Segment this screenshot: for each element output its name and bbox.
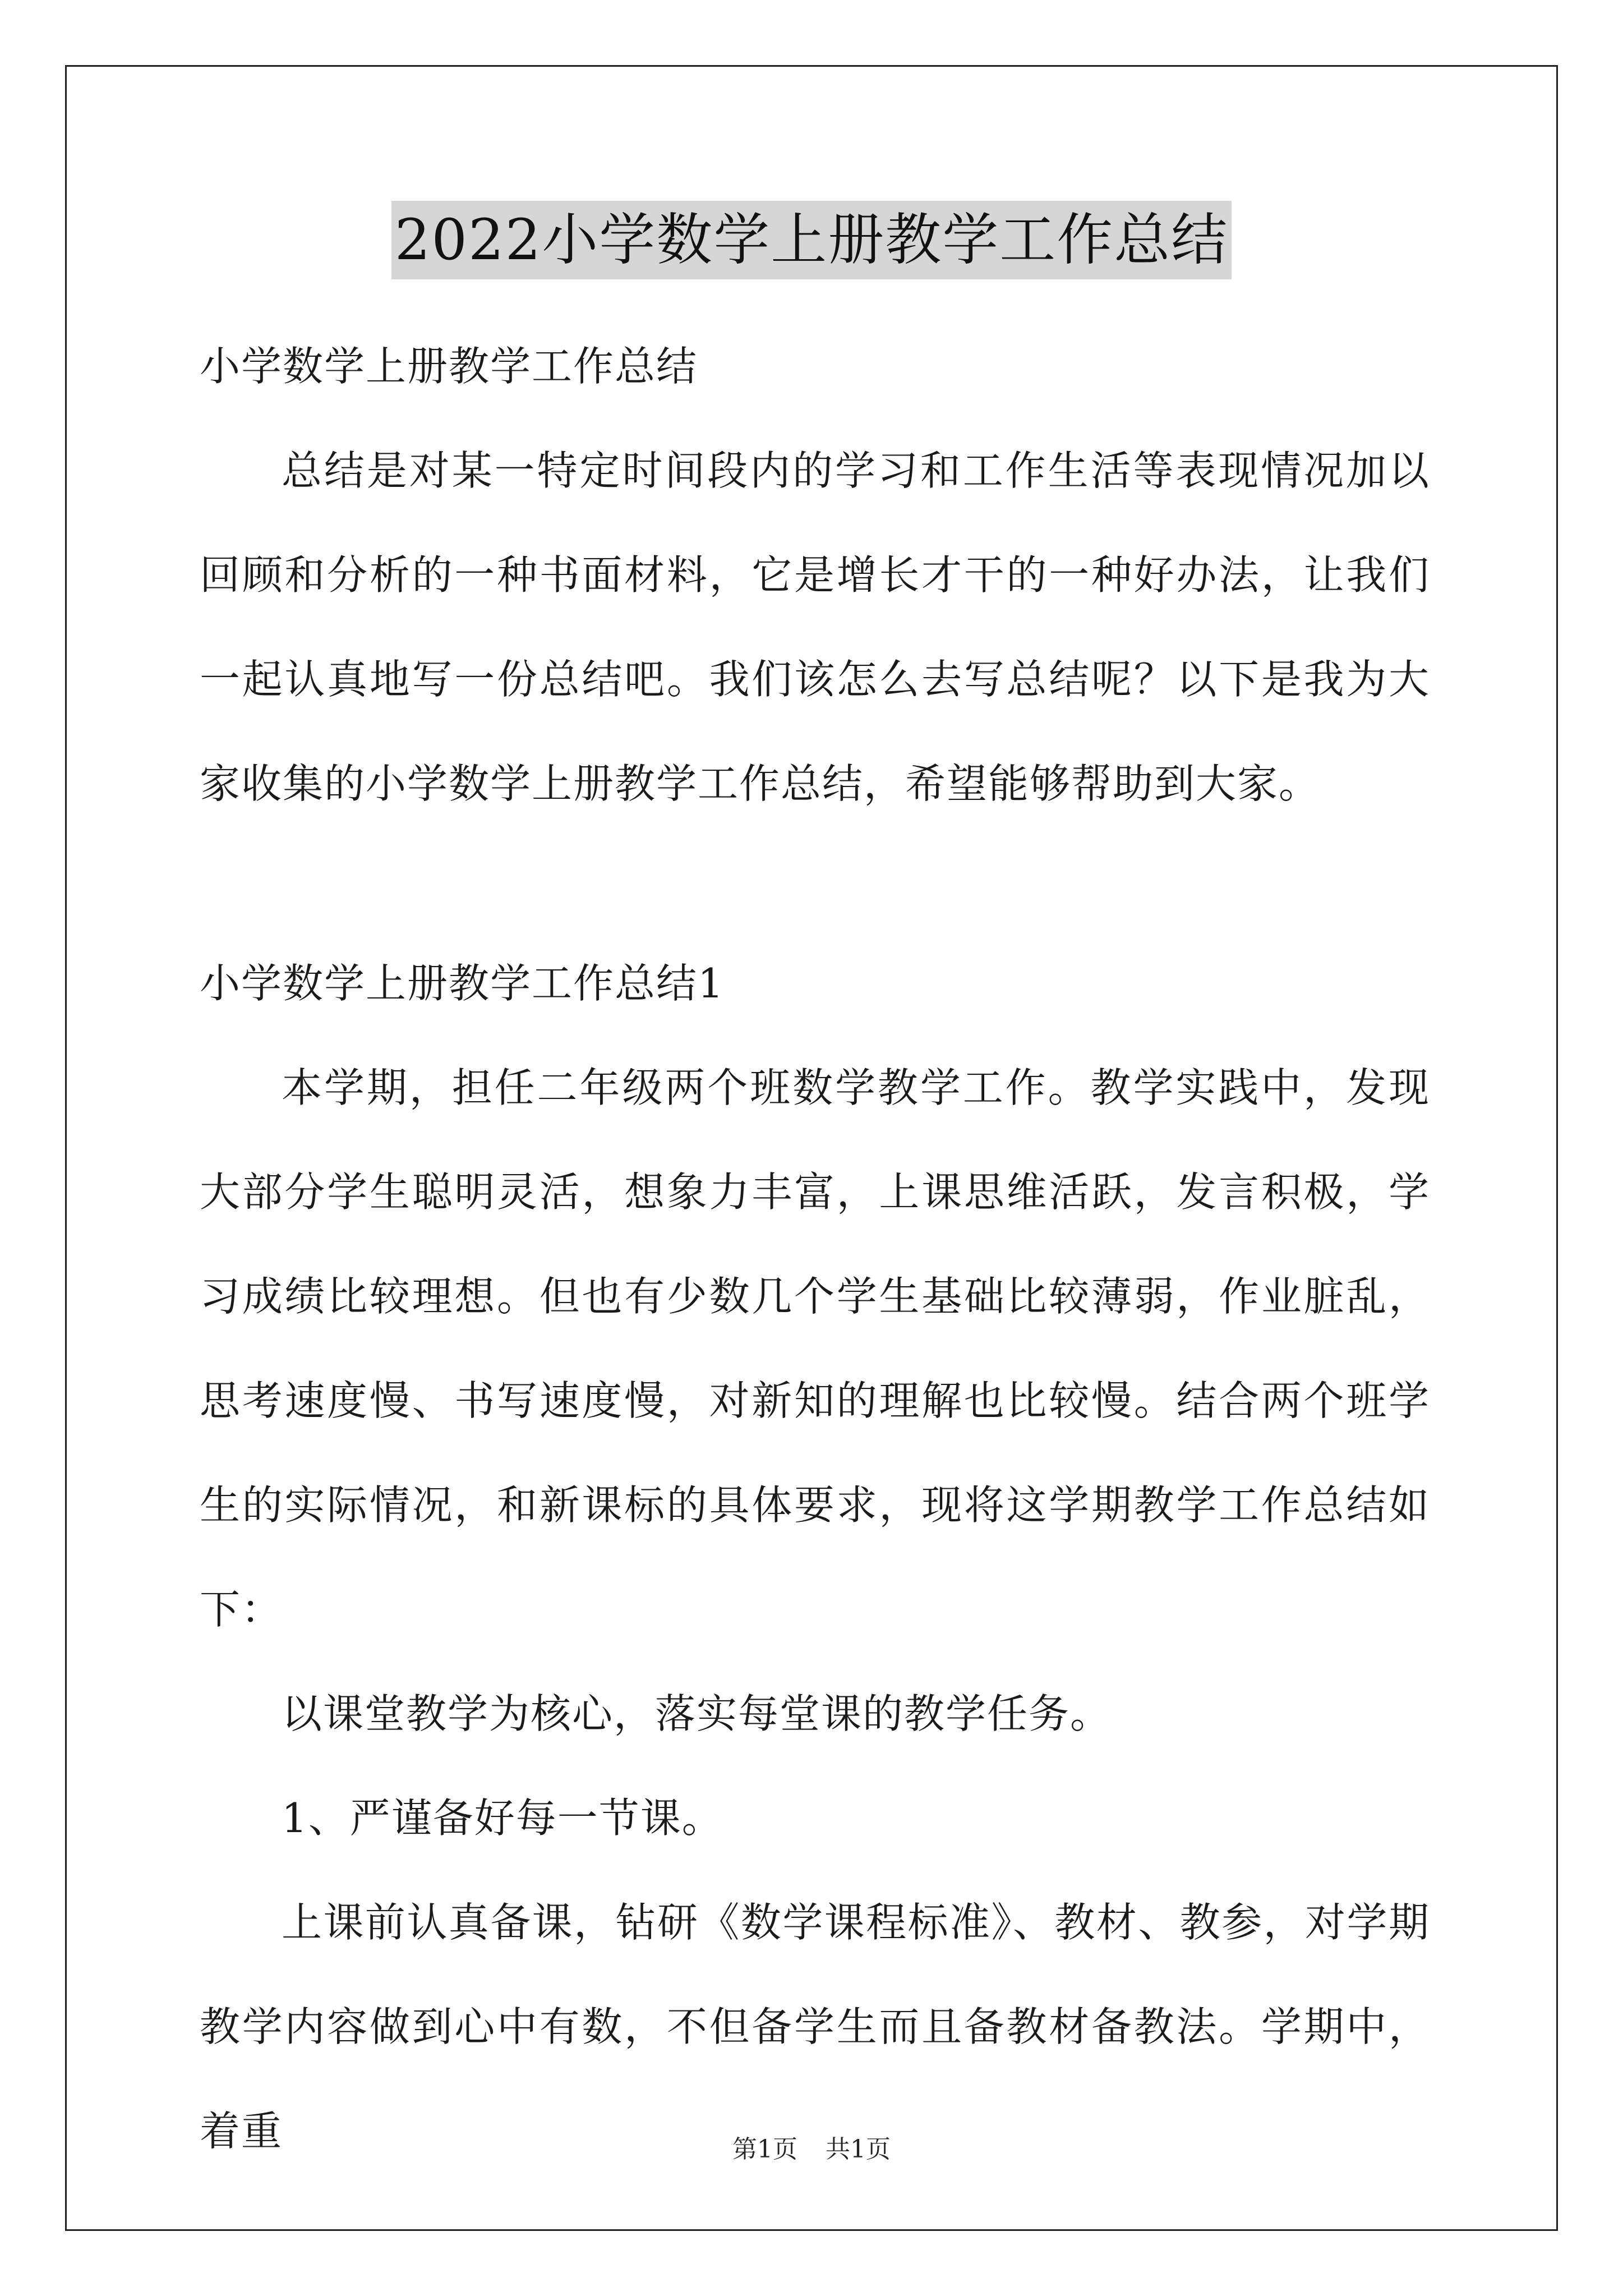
page-number-current: 第1页 <box>732 2135 797 2164</box>
body-paragraph: 本学期，担任二年级两个班数学教学工作。教学实践中，发现大部分学生聪明灵活，想象力丰富，上课思维活跃，发言积极，学习成绩比较理想。但也有少数几个学生基础比较薄弱，作业脏乱，思考速度慢、书写速度慢，对新知的理解也比较慢。结合两个班学生的实际情况，和新课标的具体要求，现将这学期教学工作总结如下： <box>200 1064 1430 1633</box>
body-paragraph: 以课堂教学为核心，落实每堂课的教学任务。 <box>282 1690 1112 1737</box>
page-footer <box>0 2129 1623 2165</box>
document-title: 2022小学数学上册教学工作总结 <box>391 201 1232 279</box>
section-spacer <box>200 836 1430 931</box>
list-item-paragraph: 1、严谨备好每一节课。 <box>282 1795 723 1842</box>
title-container <box>0 201 1623 279</box>
body-paragraph: 上课前认真备课，钻研《数学课程标准》、教材、教参，对学期教学内容做到心中有数，不但备学生而且备教材备教法。学期中，着重 <box>200 1899 1430 2155</box>
intro-paragraph: 总结是对某一特定时间段内的学习和工作生活等表现情况加以回顾和分析的一种书面材料，它是增长才干的一种好办法，让我们一起认真地写一份总结吧。我们该怎么去写总结呢？以下是我为大家收集的小学数学上册教学工作总结，希望能够帮助到大家。 <box>200 447 1430 807</box>
section-heading: 小学数学上册教学工作总结1 <box>200 960 725 1007</box>
document-subtitle: 小学数学上册教学工作总结 <box>200 343 698 390</box>
document-body <box>200 314 1430 2183</box>
page-number-total: 共1页 <box>826 2135 891 2164</box>
